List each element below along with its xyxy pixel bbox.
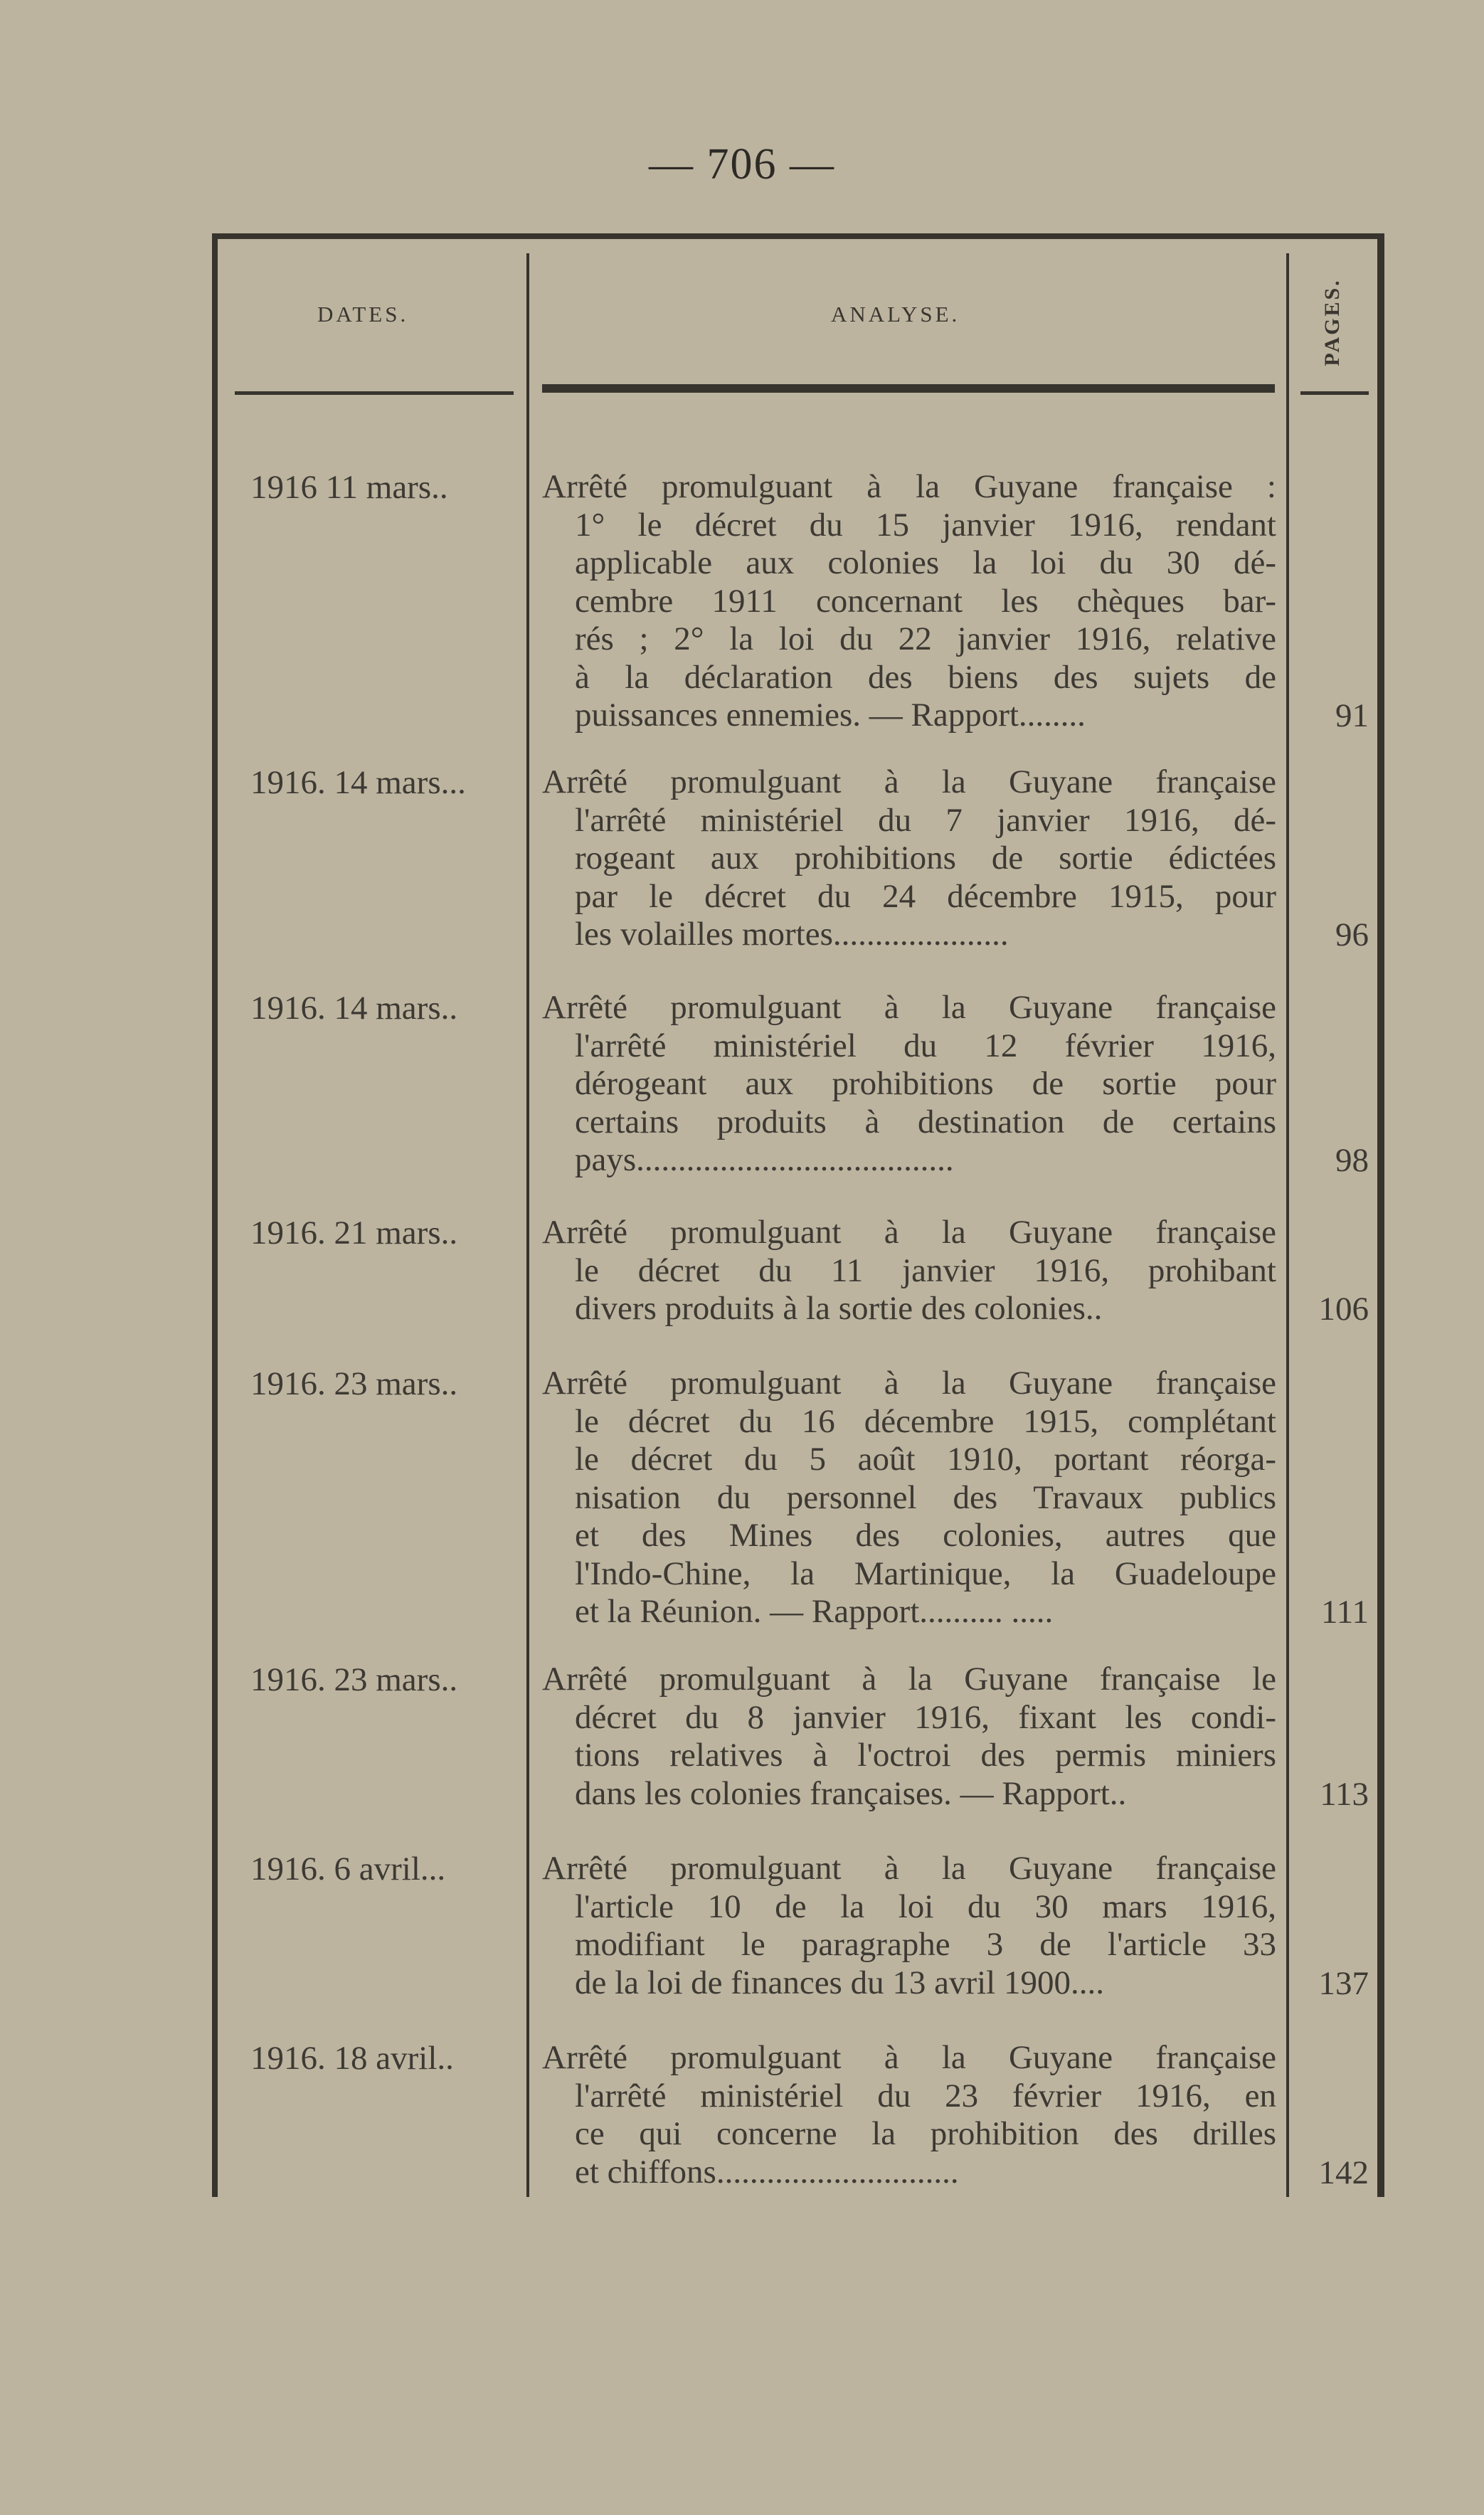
header-underline-pages — [1300, 391, 1369, 395]
analysis-line: Arrêté promulguant à la Guyane française — [542, 1365, 1276, 1402]
analysis-line: Arrêté promulguant à la Guyane française — [542, 763, 1276, 800]
entry-page-number: 91 — [1335, 697, 1369, 734]
table-top-rule — [212, 233, 1384, 239]
entry-analysis — [542, 989, 1276, 1180]
analysis-line: les volailles mortes..................... — [575, 916, 1009, 953]
analysis-line: de la loi de finances du 13 avril 1900.... — [575, 1964, 1104, 2001]
analysis-line: et chiffons............................. — [575, 2153, 959, 2191]
entry-page-number: 111 — [1320, 1594, 1369, 1631]
analysis-line: l'arrêté ministériel du 7 janvier 1916, dé- — [575, 801, 1276, 839]
analysis-line: le décret du 16 décembre 1915, complétant — [575, 1402, 1276, 1440]
analysis-line: divers produits à la sortie des colonies.. — [575, 1290, 1103, 1327]
analysis-line: cembre 1911 concernant les chèques bar- — [575, 582, 1276, 620]
analysis-line: ce qui concerne la prohibition des drilles — [575, 2115, 1276, 2152]
analysis-line: l'article 10 de la loi du 30 mars 1916, — [575, 1887, 1276, 1925]
entry-page-number: 106 — [1318, 1291, 1369, 1328]
entry-date: 1916. 21 mars.. — [250, 1214, 458, 1251]
analysis-line: le décret du 5 août 1910, portant réorga- — [575, 1441, 1276, 1478]
entry-date: 1916. 14 mars... — [250, 764, 466, 801]
analysis-line: à la déclaration des biens des sujets de — [575, 658, 1276, 696]
column-header-pages: PAGES. — [1320, 278, 1344, 366]
header-underline-analyse — [542, 384, 1275, 393]
analysis-line: certains produits à destination de certains — [575, 1103, 1276, 1140]
analysis-line: 1° le décret du 15 janvier 1916, rendant — [575, 506, 1276, 544]
entry-analysis — [542, 1214, 1276, 1328]
entry-page-number: 142 — [1318, 2154, 1369, 2191]
analysis-line: Arrêté promulguant à la Guyane française le — [542, 1661, 1276, 1698]
entry-date: 1916. 14 mars.. — [250, 990, 458, 1027]
entry-date: 1916 11 mars.. — [250, 469, 448, 506]
entry-analysis — [542, 1661, 1276, 1813]
index-table — [212, 233, 1384, 2197]
analysis-line: Arrêté promulguant à la Guyane française — [542, 989, 1276, 1026]
analysis-line: applicable aux colonies la loi du 30 dé- — [575, 544, 1276, 581]
analysis-line: rés ; 2° la loi du 22 janvier 1916, relative — [575, 620, 1276, 657]
analysis-line: Arrêté promulguant à la Guyane française : — [542, 468, 1276, 505]
entry-page-number: 113 — [1320, 1775, 1369, 1813]
analysis-line: dans les colonies françaises. — Rapport.. — [575, 1774, 1127, 1812]
entry-date: 1916. 6 avril... — [250, 1850, 446, 1887]
page-number: — 706 — — [649, 140, 835, 189]
analysis-line: modifiant le paragraphe 3 de l'article 33 — [575, 1926, 1276, 1963]
analysis-line: pays...................................... — [575, 1141, 954, 1178]
analysis-line: tions relatives à l'octroi des permis miniers — [575, 1737, 1276, 1774]
column-header-dates: DATES. — [317, 302, 409, 327]
column-divider-dates — [526, 253, 529, 2197]
entry-date: 1916. 18 avril.. — [250, 2040, 454, 2077]
entry-analysis — [542, 1850, 1276, 2002]
entry-analysis — [542, 2039, 1276, 2191]
analysis-line: et des Mines des colonies, autres que — [575, 1517, 1276, 1554]
entry-analysis — [542, 1365, 1276, 1631]
analysis-line: Arrêté promulguant à la Guyane française — [542, 1214, 1276, 1251]
analysis-line: nisation du personnel des Travaux publics — [575, 1478, 1276, 1516]
analysis-line: Arrêté promulguant à la Guyane française — [542, 2039, 1276, 2076]
entry-page-number: 96 — [1335, 916, 1369, 953]
entry-analysis — [542, 763, 1276, 954]
header-underline-dates — [235, 391, 514, 395]
analysis-line: par le décret du 24 décembre 1915, pour — [575, 877, 1276, 915]
analysis-line: rogeant aux prohibitions de sortie édictées — [575, 840, 1276, 877]
column-header-analyse: ANALYSE. — [831, 302, 960, 327]
analysis-line: et la Réunion. — Rapport.......... ..... — [575, 1593, 1054, 1630]
table-left-rule — [212, 233, 218, 2197]
analysis-line: l'Indo-Chine, la Martinique, la Guadeloupe — [575, 1555, 1276, 1592]
entry-date: 1916. 23 mars.. — [250, 1365, 458, 1402]
analysis-line: dérogeant aux prohibitions de sortie pour — [575, 1065, 1276, 1102]
entry-page-number: 137 — [1318, 1964, 1369, 2002]
entry-page-number: 98 — [1335, 1142, 1369, 1179]
analysis-line: Arrêté promulguant à la Guyane française — [542, 1850, 1276, 1887]
analysis-line: puissances ennemies. — Rapport........ — [575, 697, 1086, 734]
analysis-line: l'arrêté ministériel du 12 février 1916, — [575, 1027, 1276, 1064]
table-right-rule — [1377, 233, 1384, 2197]
analysis-line: l'arrêté ministériel du 23 février 1916, en — [575, 2077, 1276, 2114]
column-divider-pages — [1286, 253, 1289, 2197]
analysis-line: décret du 8 janvier 1916, fixant les condi- — [575, 1698, 1276, 1736]
analysis-line: le décret du 11 janvier 1916, prohibant — [575, 1251, 1276, 1289]
entry-date: 1916. 23 mars.. — [250, 1661, 458, 1698]
entry-analysis — [542, 468, 1276, 735]
